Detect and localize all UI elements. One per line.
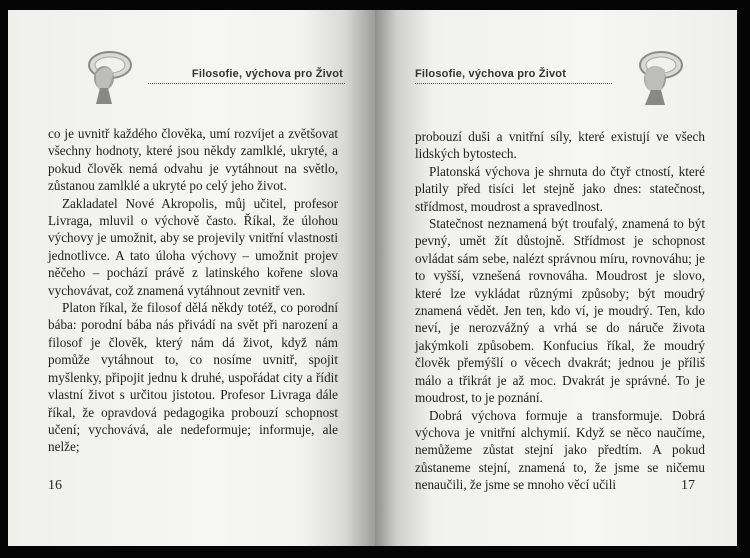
paragraph: Zakladatel Nové Akropolis, můj učitel, profesor Livraga, mluvil o výchově často. Říkal, že úlohou výchovy je umožnit, aby se projevily vnitřní vlastnosti jednotlivce. A tato úloha výchovy – umožnit projev něčeho – pochází právě z latinského kořene slova vychovávat, což znamená vytáhnout zevnitř ven. [48, 195, 338, 298]
page-number: 17 [681, 478, 695, 493]
left-page [8, 10, 375, 546]
right-running-header [375, 48, 737, 88]
left-running-header [8, 48, 375, 88]
statue-head-icon [631, 48, 687, 106]
paragraph: co je uvnitř každého člověka, umí rozvíjet a zvětšovat všechny hodnoty, které jsou někdy zamlklé, ukryté, a pokud člověk nemá odvahu je vytáhnout na světlo, zůstanou zamlklé a ukryté po celý jeho život. [48, 126, 338, 194]
page-number: 16 [48, 478, 62, 493]
header-dotted-rule [415, 83, 612, 84]
running-header-title: Filosofie, výchova pro Život [415, 68, 567, 80]
right-page [375, 10, 737, 546]
running-header-title: Filosofie, výchova pro Život [191, 68, 343, 80]
right-body-text [415, 128, 705, 494]
paragraph: probouzí duši a vnitřní síly, které existují ve všech lidských bytostech. [415, 129, 705, 162]
paragraph: Dobrá výchova formuje a transformuje. Dobrá výchova je vnitřní alchymií. Když se něco naučíme, nemůžeme zůstat stejní jako předtím. A pokud zůstaneme stejní, znamená to, že jsme se ničemu nenaučili, že jsme se mnoho věcí učili [415, 407, 705, 493]
statue-head-icon [78, 48, 134, 106]
left-body-text [48, 125, 338, 456]
paragraph: Platon říkal, že filosof dělá někdy totéž, co porodní bába: porodní bába nás přivádí na svět při narození a filosof je člověk, který nám dá život, když nám pomůže vytáhnout to, co nosíme uvnitř, spojit myšlenky, připojit jednu k druhé, uspořádat city a řídit vlastní život s určitou jistotou. Profesor Livraga dále říkal, že opravdová pedagogika probouzí schopnost učení; vychovává, ale nedeformuje; informuje, ale nelže; [48, 300, 338, 455]
paragraph: Statečnost neznamená být troufalý, znamená to být pevný, umět žít důstojně. Střídmost je schopnost ovládat sám sebe, nalézt správnou míru, rovnováhu; je to vyšší, vznešená rovnováha. Moudrost je slovo, které lze vykládat různými způsoby; být moudrý znamená vědět. Jen ten, kdo ví, je moudrý. Ten, kdo neví, je nerozvážný a vrhá se do náruče života jakýmkoli způsobem. Konfucius říkal, že moudrý člověk přemýšlí o věcech dvakrát; jednou je příliš málo a třikrát je až moc. Dvakrát je správné. To je moudrost, to je poznání. [415, 216, 705, 406]
paragraph: Platonská výchova je shrnuta do čtyř ctností, které platily před tisíci let stejně jako dnes: statečnost, střídmost, moudrost a spravedlnost. [415, 163, 705, 214]
header-dotted-rule [148, 83, 345, 84]
